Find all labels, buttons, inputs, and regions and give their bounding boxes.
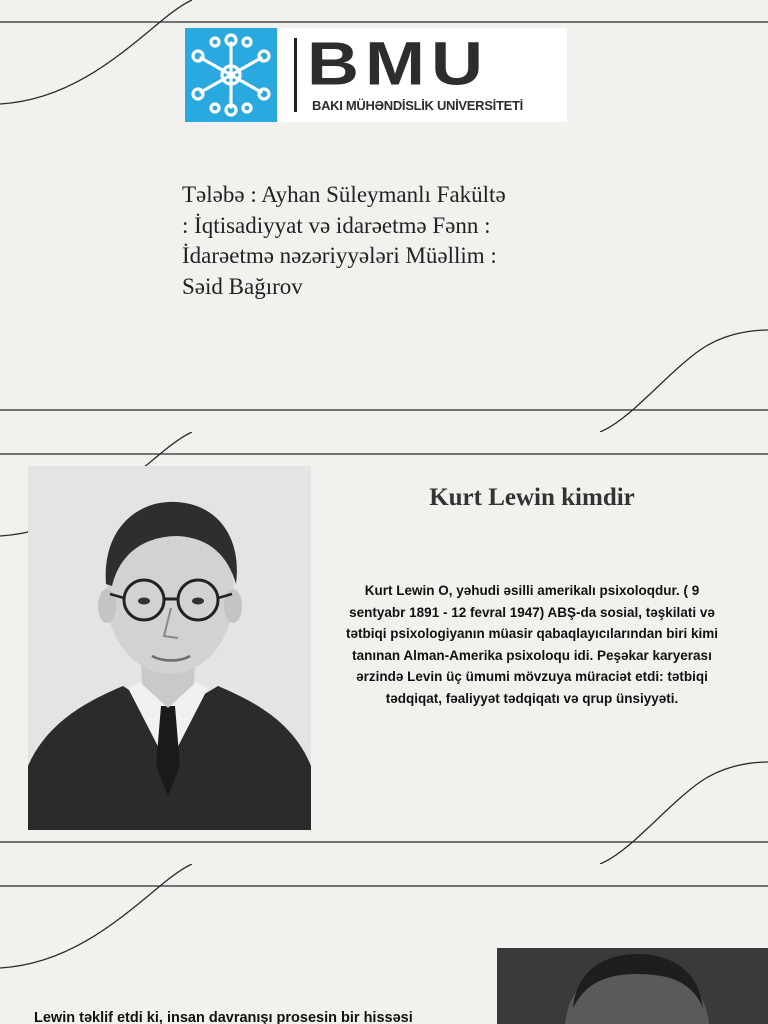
university-logo bbox=[185, 28, 567, 122]
slide-kurt-lewin bbox=[0, 432, 768, 864]
section-title: Kurt Lewin kimdir bbox=[429, 484, 635, 511]
section-body: Kurt Lewin O, yəhudi əsilli amerikalı psixoloqdur. ( 9 sentyabr 1891 - 12 fevral 1947) ABŞ-da sosial, təşkilati və tətbiqi psixologiyanın müasir qabaqlayıcılarından biri kimi tanınan Alman-Amerika psixoloqu idi. Peşəkar karyerası ərzində Levin üç ümumi mövzuya müraciət etdi: tətbiqi tədqiqat, fəaliyyət tədqiqatı və qrup ünsiyyəti. bbox=[345, 583, 719, 706]
logo-emblem-icon bbox=[185, 28, 277, 122]
slide-lewin-theory bbox=[0, 864, 768, 1024]
logo-name: BMU bbox=[307, 30, 489, 99]
portrait-photo bbox=[497, 948, 768, 1024]
logo-divider bbox=[294, 38, 297, 112]
section-text: Lewin təklif etdi ki, insan davranışı prosesin bir hissəsi bbox=[34, 1010, 413, 1024]
logo-subtitle: BAKI MÜHƏNDİSLİK UNİVERSİTETİ bbox=[312, 98, 523, 113]
kurt-lewin-portrait bbox=[28, 466, 311, 830]
slide-title bbox=[0, 0, 768, 432]
student-info: Tələbə : Ayhan Süleymanlı Fakültə : İqtisadiyyat və idarəetmə Fənn : İdarəetmə nəzəriyyələri Müəllim : Səid Bağırov bbox=[182, 182, 506, 299]
